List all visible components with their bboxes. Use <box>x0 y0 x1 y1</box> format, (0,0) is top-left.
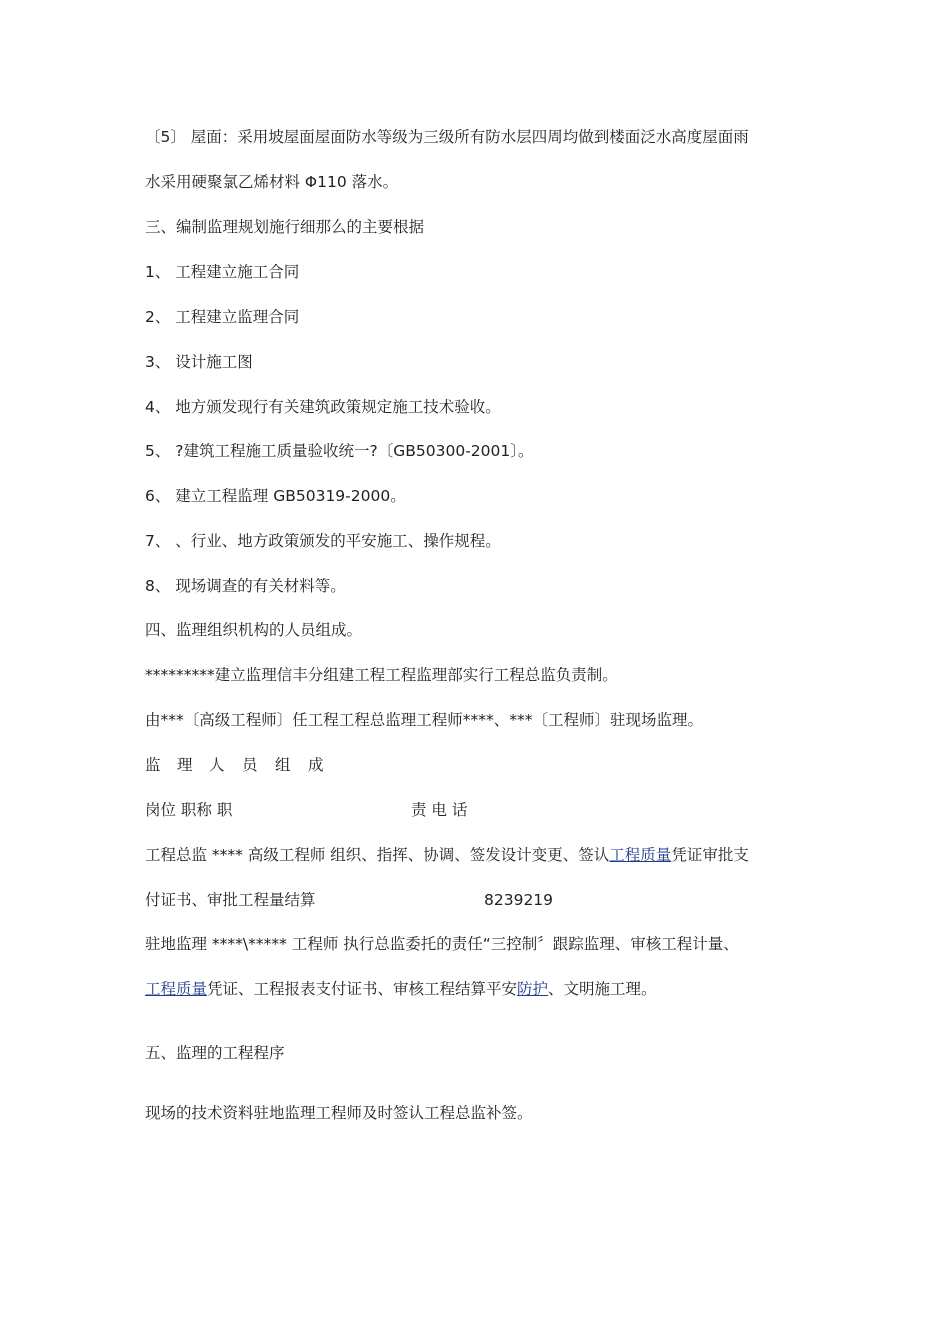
title-char: 理 <box>177 756 193 774</box>
protection-link[interactable]: 防护 <box>517 980 549 998</box>
paragraph-org-line2: 由***〔高级工程师〕任工程工程总监理工程师****、***〔工程师〕驻现场监理。 <box>145 711 704 729</box>
list-item: 5、 ?建筑工程施工质量验收统一?〔GB50300-2001〕。 <box>145 442 534 460</box>
list-item: 3、 设计施工图 <box>145 353 253 371</box>
section-heading-4: 四、监理组织机构的人员组成。 <box>145 621 363 639</box>
staff-row-resident-line2 <box>145 979 657 999</box>
title-char: 组 <box>275 756 291 774</box>
list-item: 2、 工程建立监理合同 <box>145 308 300 326</box>
engineering-quality-link[interactable]: 工程质量 <box>145 980 208 998</box>
row-text: 、文明施工理。 <box>548 980 657 998</box>
title-char: 成 <box>308 756 324 774</box>
staff-table-header-left: 岗位 职称 职 <box>145 801 233 819</box>
section-heading-3: 三、编制监理规划施行细那么的主要根据 <box>145 218 425 236</box>
staff-row-chief-line2: 付证书、审批工程量结算 <box>145 891 316 909</box>
list-item: 1、 工程建立施工合同 <box>145 263 300 281</box>
paragraph-roof-line1: 〔5〕 屋面：采用坡屋面屋面防水等级为三级所有防水层四周均做到楼面泛水高度屋面雨 <box>145 128 749 146</box>
paragraph-procedure: 现场的技术资料驻地监理工程师及时签认工程总监补签。 <box>145 1104 533 1122</box>
section-heading-5: 五、监理的工程程序 <box>145 1044 285 1062</box>
row-text: 工程总监 **** 高级工程师 组织、指挥、协调、签发设计变更、签认 <box>145 846 610 864</box>
title-char: 员 <box>242 756 258 774</box>
staff-row-chief-phone: 8239219 <box>484 891 554 909</box>
title-char: 人 <box>209 756 225 774</box>
row-text: 凭证、工程报表支付证书、审核工程结算平安 <box>207 980 518 998</box>
list-item: 7、 、行业、地方政策颁发的平安施工、操作规程。 <box>145 532 501 550</box>
list-item: 6、 建立工程监理 GB50319-2000。 <box>145 487 406 505</box>
list-item: 4、 地方颁发现行有关建筑政策规定施工技术验收。 <box>145 398 501 416</box>
engineering-quality-link[interactable]: 工程质量 <box>609 846 672 864</box>
paragraph-org-line1: *********建立监理信丰分组建工程工程监理部实行工程总监负责制。 <box>145 666 618 684</box>
paragraph-roof-line2: 水采用硬聚氯乙烯材料 Φ110 落水。 <box>145 173 399 191</box>
staff-row-resident-line1: 驻地监理 ****\***** 工程师 执行总监委托的责任“三控制〞跟踪监理、审核工程计量、 <box>145 935 739 953</box>
list-item: 8、 现场调查的有关材料等。 <box>145 577 346 595</box>
title-char: 监 <box>145 756 161 774</box>
staff-row-chief-line1 <box>145 845 749 865</box>
staff-table-title <box>145 755 324 775</box>
staff-table-header-right: 责 电 话 <box>411 801 468 819</box>
row-text: 凭证审批支 <box>671 846 749 864</box>
